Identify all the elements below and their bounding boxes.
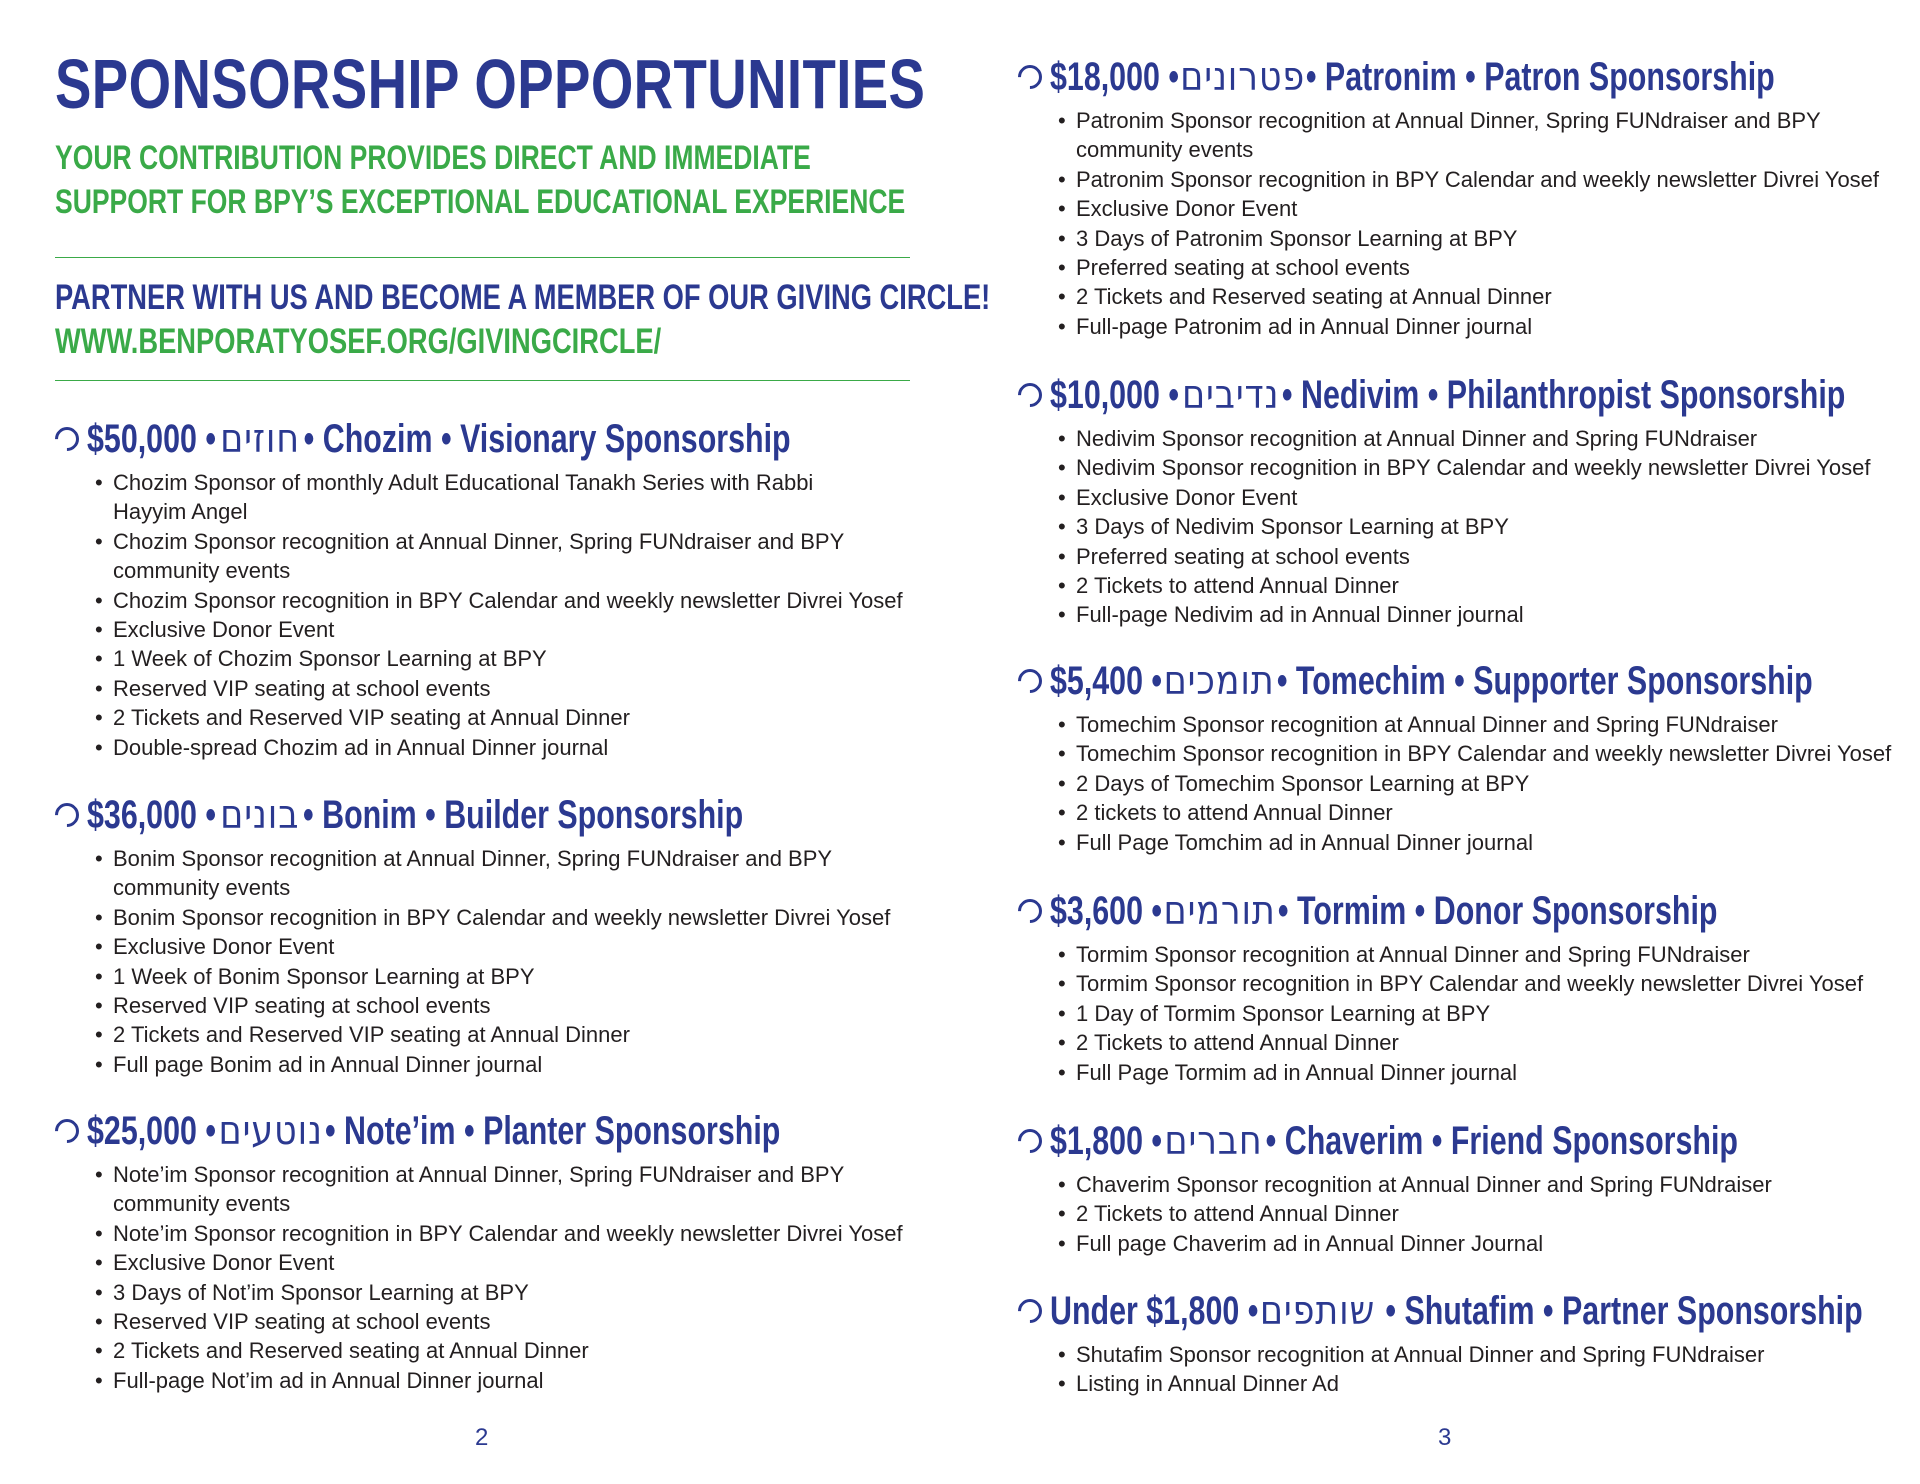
benefit-item: • Chozim Sponsor recognition at Annual Dinner, Spring FUNdraiser and BPY community events [95, 527, 893, 586]
benefit-list [55, 468, 1013, 762]
tier-bonim [55, 788, 950, 1079]
benefit-item: • 2 Tickets to attend Annual Dinner [1058, 1028, 1920, 1057]
tier-name: • Chozim • Visionary Sponsorship [303, 417, 791, 461]
tier-name: • Tomechim • Supporter Sponsorship [1276, 659, 1813, 703]
benefit-item: • 1 Week of Chozim Sponsor Learning at BPY [95, 644, 1013, 673]
tier-hebrew-name: תורמים [1163, 888, 1277, 934]
benefit-item: • 2 Tickets and Reserved seating at Annual Dinner [1058, 282, 1920, 311]
tier-name: • Shutafim • Partner Sponsorship [1376, 1289, 1863, 1333]
tier-hebrew-name: נדיבים [1181, 372, 1280, 418]
tier-chaverim [1018, 1114, 1920, 1258]
benefit-item: • Tormim Sponsor recognition at Annual Dinner and Spring FUNdraiser [1058, 940, 1920, 969]
checkbox-circle-icon[interactable] [50, 422, 84, 456]
benefit-item: • Note’im Sponsor recognition in BPY Calendar and weekly newsletter Divrei Yosef [95, 1219, 933, 1248]
tier-hebrew-name: שותפים [1259, 1288, 1376, 1334]
benefit-item: • 3 Days of Patronim Sponsor Learning at BPY [1058, 224, 1920, 253]
benefit-item: • Exclusive Donor Event [95, 932, 950, 961]
tier-name: • Tormim • Donor Sponsorship [1277, 889, 1718, 933]
tier-heading [1018, 368, 1920, 422]
benefit-list [1018, 710, 1920, 857]
benefit-item: • Chozim Sponsor recognition in BPY Calendar and weekly newsletter Divrei Yosef [95, 586, 933, 615]
benefit-item: • Listing in Annual Dinner Ad [1058, 1369, 1920, 1398]
tier-title [87, 788, 743, 842]
divider-top [55, 257, 910, 258]
tier-hebrew-name: חוזים [219, 416, 300, 462]
page-number: 2 [475, 1424, 489, 1451]
tier-heading [1018, 50, 1920, 104]
benefit-item: • Exclusive Donor Event [95, 1248, 999, 1277]
giving-circle-callout: PARTNER WITH US AND BECOME A MEMBER OF OUR GIVING CIRCLE! [55, 278, 991, 317]
benefit-item: • Patronim Sponsor recognition in BPY Calendar and weekly newsletter Divrei Yosef [1058, 165, 1916, 194]
tier-chozim [55, 412, 1013, 762]
tier-name: • Chaverim • Friend Sponsorship [1265, 1119, 1738, 1163]
subtitle-line-1: YOUR CONTRIBUTION PROVIDES DIRECT AND IMMEDIATE [55, 139, 811, 177]
benefit-item: • 2 Days of Tomechim Sponsor Learning at BPY [1058, 769, 1920, 798]
tier-heading [55, 412, 1013, 466]
tier-tomechim [1018, 654, 1920, 857]
benefit-item: • 2 Tickets and Reserved VIP seating at Annual Dinner [95, 1020, 950, 1049]
checkbox-circle-icon[interactable] [1013, 378, 1047, 412]
benefit-item: • Full Page Tomchim ad in Annual Dinner journal [1058, 828, 1920, 857]
benefit-item: • Exclusive Donor Event [1058, 483, 1920, 512]
tier-title [1050, 884, 1717, 938]
tier-title [1050, 654, 1813, 708]
checkbox-circle-icon[interactable] [1013, 664, 1047, 698]
tier-title [87, 412, 791, 466]
benefit-item: • Reserved VIP seating at school events [95, 1307, 999, 1336]
benefit-item: • Note’im Sponsor recognition at Annual Dinner, Spring FUNdraiser and BPY community events [95, 1160, 893, 1219]
page-title: SPONSORSHIP OPPORTUNITIES [55, 45, 926, 123]
tier-amount: $5,400 • [1050, 659, 1163, 703]
benefit-list [1018, 424, 1920, 630]
benefit-item: • Full-page Nedivim ad in Annual Dinner journal [1058, 600, 1920, 629]
benefit-item: • Tormim Sponsor recognition in BPY Calendar and weekly newsletter Divrei Yosef [1058, 969, 1916, 998]
benefit-item: • Tomechim Sponsor recognition at Annual Dinner and Spring FUNdraiser [1058, 710, 1920, 739]
tier-heading [1018, 654, 1920, 708]
tier-name: • Nedivim • Philanthropist Sponsorship [1281, 373, 1846, 417]
left-page [55, 0, 991, 1484]
tier-noteim [55, 1104, 999, 1395]
benefit-item: • Full Page Tormim ad in Annual Dinner journal [1058, 1058, 1920, 1087]
benefit-item: • Preferred seating at school events [1058, 253, 1920, 282]
tier-hebrew-name: תומכים [1163, 658, 1275, 704]
benefit-item: • Exclusive Donor Event [1058, 194, 1920, 223]
benefit-item: • 2 Tickets to attend Annual Dinner [1058, 571, 1920, 600]
tier-title [1050, 1284, 1863, 1338]
tier-heading [1018, 1284, 1920, 1338]
checkbox-circle-icon[interactable] [1013, 1294, 1047, 1328]
tier-heading [55, 1104, 999, 1158]
benefit-item: • Full page Chaverim ad in Annual Dinner Journal [1058, 1229, 1920, 1258]
checkbox-circle-icon[interactable] [50, 1114, 84, 1148]
tier-amount: $18,000 • [1050, 55, 1179, 99]
benefit-item: • Shutafim Sponsor recognition at Annual Dinner and Spring FUNdraiser [1058, 1340, 1920, 1369]
benefit-item: • 2 tickets to attend Annual Dinner [1058, 798, 1920, 827]
benefit-item: • Nedivim Sponsor recognition in BPY Calendar and weekly newsletter Divrei Yosef [1058, 453, 1916, 482]
benefit-item: • 2 Tickets to attend Annual Dinner [1058, 1199, 1920, 1228]
tier-hebrew-name: פטרונים [1179, 54, 1305, 100]
tier-title [87, 1104, 780, 1158]
benefit-item: • 1 Week of Bonim Sponsor Learning at BPY [95, 962, 950, 991]
tier-hebrew-name: בונים [219, 792, 300, 838]
benefit-item: • 1 Day of Tormim Sponsor Learning at BPY [1058, 999, 1920, 1028]
benefit-item: • Tomechim Sponsor recognition in BPY Calendar and weekly newsletter Divrei Yosef [1058, 739, 1916, 768]
benefit-item: • 2 Tickets and Reserved seating at Annual Dinner [95, 1336, 999, 1365]
tier-title [1050, 1114, 1738, 1168]
tier-amount: Under $1,800 • [1050, 1289, 1259, 1333]
giving-circle-url[interactable]: WWW.BENPORATYOSEF.ORG/GIVINGCIRCLE/ [55, 322, 662, 361]
benefit-list [1018, 1170, 1920, 1258]
tier-patronim [1018, 50, 1920, 341]
benefit-item: • Full-page Patronim ad in Annual Dinner journal [1058, 312, 1920, 341]
tier-heading [1018, 884, 1920, 938]
benefit-item: • Nedivim Sponsor recognition at Annual Dinner and Spring FUNdraiser [1058, 424, 1920, 453]
checkbox-circle-icon[interactable] [1013, 60, 1047, 94]
benefit-list [1018, 940, 1920, 1087]
checkbox-circle-icon[interactable] [50, 798, 84, 832]
checkbox-circle-icon[interactable] [1013, 894, 1047, 928]
benefit-item: • 2 Tickets and Reserved VIP seating at Annual Dinner [95, 703, 1013, 732]
tier-amount: $1,800 • [1050, 1119, 1163, 1163]
page-number: 3 [1438, 1424, 1452, 1451]
benefit-item: • Chozim Sponsor of monthly Adult Educational Tanakh Series with Rabbi Hayyim Angel [95, 468, 873, 527]
benefit-item: • Full-page Not’im ad in Annual Dinner journal [95, 1366, 999, 1395]
tier-amount: $25,000 • [87, 1109, 216, 1153]
benefit-item: • Bonim Sponsor recognition at Annual Dinner, Spring FUNdraiser and BPY community events [95, 844, 873, 903]
benefit-item: • Reserved VIP seating at school events [95, 674, 1013, 703]
tier-title [1050, 368, 1845, 422]
tier-nedivim [1018, 368, 1920, 630]
benefit-list [1018, 1340, 1920, 1399]
tier-name: • Patronim • Patron Sponsorship [1305, 55, 1775, 99]
benefit-item: • 3 Days of Not’im Sponsor Learning at BPY [95, 1278, 999, 1307]
benefit-list [1018, 106, 1920, 341]
benefit-item: • Double-spread Chozim ad in Annual Dinner journal [95, 733, 1013, 762]
tier-heading [55, 788, 950, 842]
tier-name: • Bonim • Builder Sponsorship [303, 793, 744, 837]
tier-amount: $10,000 • [1050, 373, 1179, 417]
tier-shutafim [1018, 1284, 1920, 1399]
tier-amount: $36,000 • [87, 793, 216, 837]
tier-title [1050, 50, 1775, 104]
benefit-item: • Bonim Sponsor recognition in BPY Calendar and weekly newsletter Divrei Yosef [95, 903, 933, 932]
tier-hebrew-name: נוטעים [218, 1108, 323, 1154]
checkbox-circle-icon[interactable] [1013, 1124, 1047, 1158]
subtitle-line-2: SUPPORT FOR BPY’S EXCEPTIONAL EDUCATIONAL EXPERIENCE [55, 183, 906, 221]
tier-name: • Note’im • Planter Sponsorship [324, 1109, 781, 1153]
benefit-list [55, 844, 950, 1079]
tier-heading [1018, 1114, 1920, 1168]
benefit-item: • Chaverim Sponsor recognition at Annual Dinner and Spring FUNdraiser [1058, 1170, 1920, 1199]
divider-bottom [55, 380, 910, 381]
benefit-list [55, 1160, 999, 1395]
benefit-item: • 3 Days of Nedivim Sponsor Learning at BPY [1058, 512, 1920, 541]
tier-amount: $3,600 • [1050, 889, 1163, 933]
benefit-item: • Patronim Sponsor recognition at Annual Dinner, Spring FUNdraiser and BPY community events [1058, 106, 1876, 165]
benefit-item: • Exclusive Donor Event [95, 615, 1013, 644]
tier-amount: $50,000 • [87, 417, 216, 461]
benefit-item: • Preferred seating at school events [1058, 542, 1920, 571]
tier-hebrew-name: חברים [1164, 1118, 1263, 1164]
right-page [1018, 0, 1898, 1484]
benefit-item: • Reserved VIP seating at school events [95, 991, 950, 1020]
tier-tormim [1018, 884, 1920, 1087]
benefit-item: • Full page Bonim ad in Annual Dinner journal [95, 1050, 950, 1079]
